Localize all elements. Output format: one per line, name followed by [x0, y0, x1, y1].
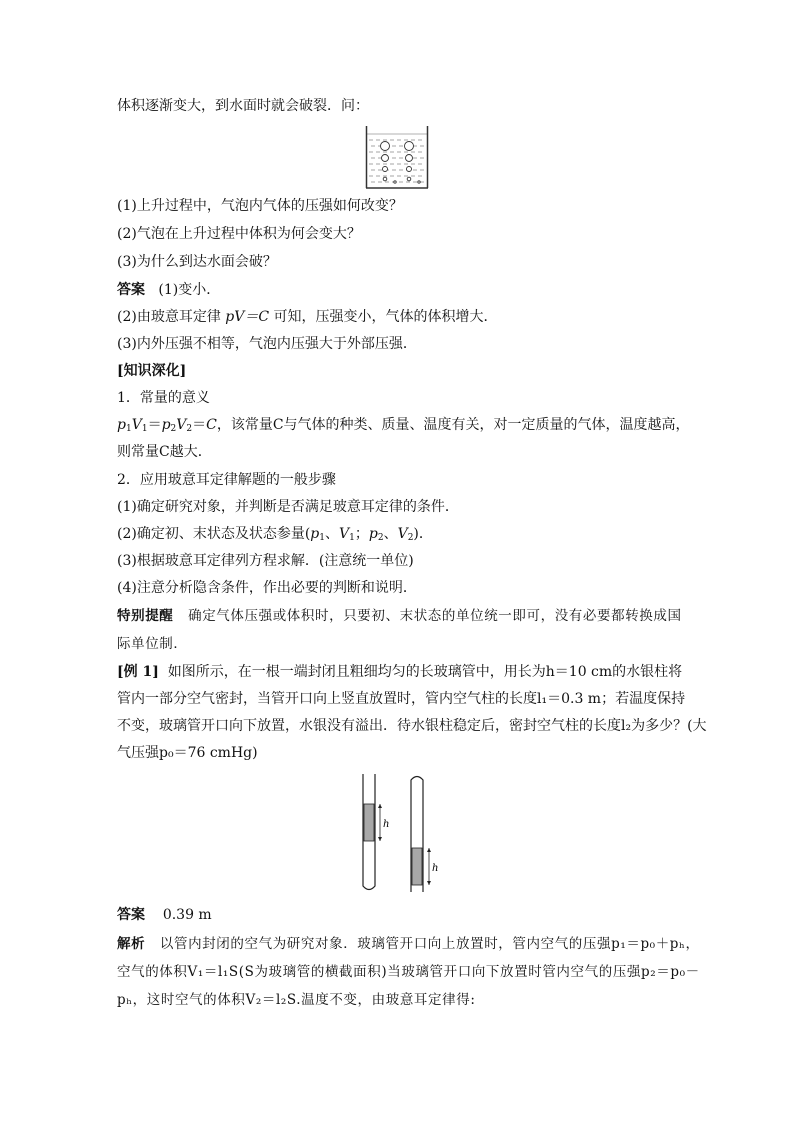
point-2-heading: 2．应用玻意耳定律解题的一般步骤 [117, 472, 336, 488]
example-line-4: 气压强p₀＝76 cmHg) [117, 745, 258, 761]
tip-line-2: 际单位制． [117, 636, 188, 652]
point-1-text-2: 则常量C越大． [117, 444, 212, 460]
answer-3-line: (3)内外压强不相等，气泡内压强大于外部压强． [117, 336, 417, 352]
answer-2-row [117, 905, 212, 925]
answer-1-item: (1)变小． [158, 282, 221, 298]
mercury-column-down [412, 848, 422, 885]
answer-2-value: 0.39 m [162, 907, 212, 923]
answer-label: 答案 [117, 282, 145, 298]
beaker-water [367, 134, 427, 182]
intro-text: 体积逐渐变大，到水面时就会破裂．问： [117, 98, 369, 114]
step-1: (1)确定研究对象，并判断是否满足玻意耳定律的条件． [117, 499, 459, 515]
question-3: (3)为什么到达水面会破？ [117, 254, 277, 270]
constant-formula: $p_1V_1=p_2V_2=C$ [117, 417, 217, 434]
step-4: (4)注意分析隐含条件，作出必要的判断和说明． [117, 580, 417, 596]
answer-2-label: 答案 [117, 907, 145, 923]
bubbles [381, 142, 421, 184]
analysis-label: 解析 [117, 936, 146, 952]
analysis-line-3: pₕ，这时空气的体积V₂＝l₂S.温度不变，由玻意耳定律得: [117, 992, 476, 1008]
bubble-beaker-figure [365, 124, 429, 190]
glass-tubes-figure [355, 772, 445, 894]
example-line-3: 不变，玻璃管开口向下放置，水银没有溢出．待水银柱稳定后，密封空气柱的长度l₂为多少？(大 [117, 718, 707, 734]
step-2: (2)确定初、末状态及状态参量($p_1$、$V_1$；$p_2$、$V_2$)． [117, 526, 433, 543]
state-params: $p_1$、$V_1$；$p_2$、$V_2$ [310, 526, 414, 543]
boyle-formula: pV＝C [225, 309, 270, 325]
example-line-2: 管内一部分空气密封，当管开口向上竖直放置时，管内空气柱的长度l₁＝0.3 m；若温度保持 [117, 691, 686, 707]
question-1: (1)上升过程中，气泡内气体的压强如何改变？ [117, 198, 403, 214]
h-label-1: h [383, 819, 390, 830]
analysis-line-1: 解析 以管内封闭的空气为研究对象．玻璃管开口向上放置时，管内空气的压强p₁＝p₀＋pₕ， [117, 936, 700, 952]
tube-open-down [411, 777, 438, 893]
point-1-heading: 1．常量的意义 [117, 390, 210, 406]
beaker-walls [366, 126, 428, 188]
step-3: (3)根据玻意耳定律列方程求解．(注意统一单位) [117, 553, 414, 569]
question-2: (2)气泡在上升过程中体积为何会变大？ [117, 226, 361, 242]
answer-2-line: (2)由玻意耳定律 pV＝C 可知，压强变小，气体的体积增大． [117, 309, 498, 325]
example-label: [例 1] [117, 664, 159, 680]
tip-label: 特别提醒 [117, 608, 174, 624]
tip-line-1: 特别提醒 确定气体压强或体积时，只要初、末状态的单位统一即可，没有必要都转换成国 [117, 608, 682, 624]
section-title: [知识深化] [117, 363, 187, 379]
answer-1-line [117, 280, 220, 300]
point-1-text-1: $p_1V_1=p_2V_2=C$，该常量C与气体的种类、质量、温度有关，对一定质量的气体，温度越高， [117, 417, 690, 434]
mercury-column-up [364, 804, 374, 841]
analysis-line-2: 空气的体积V₁＝l₁S(S为玻璃管的横截面积)当玻璃管开口向下放置时管内空气的压强p₂＝p₀－ [117, 964, 700, 980]
h-label-2: h [432, 863, 439, 874]
tube-open-up [363, 774, 389, 890]
example-line-1: [例 1] 如图所示，在一根一端封闭且粗细均匀的长玻璃管中，用长为h＝10 cm的水银柱将 [117, 664, 683, 680]
